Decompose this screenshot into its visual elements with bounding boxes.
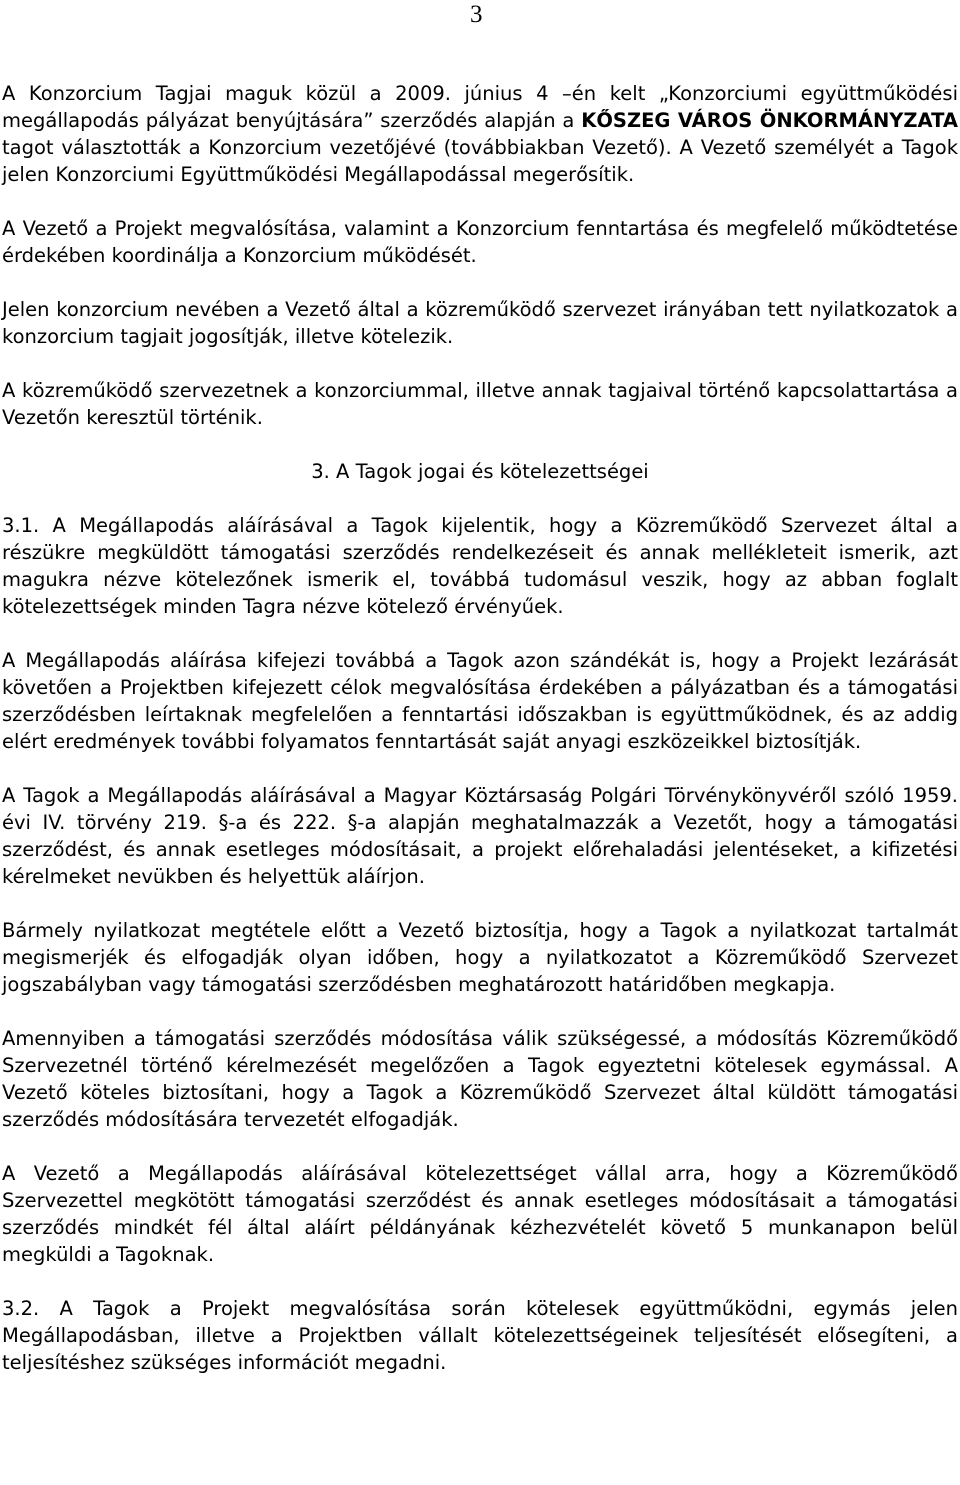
paragraph-authorization: A Tagok a Megállapodás aláírásával a Magyar Köztársaság Polgári Törvénykönyvéről szóló 1959. évi IV. törvény 219. §-a és 222. §-a alapján meghatalmazzák a Vezetőt, hogy a támogatási szerződést, és annak esetleges módosításait, a projekt előrehaladási jelentéseket, a kifizetési kérelmeket nevükben és helyettük aláírjon. (2, 784, 958, 888)
page-number: 3 (470, 1, 483, 28)
paragraph-modification: Amennyiben a támogatási szerződés módosítása válik szükségessé, a módosítás Közreműködő Szervezetnél történő kérelmezését megelőzően a Tagok egyeztetni kötelesek egymással. A Vezető köteles biztosítani, hogy a Tagok a Közreműködő Szervezet által küldött támogatási szerződés módosítására tervezetét elfogadják. (2, 1027, 958, 1131)
document-body (2, 80, 958, 1403)
leader-name-bold: KŐSZEG VÁROS ÖNKORMÁNYZATA (581, 109, 958, 132)
paragraph-contact: A közreműködő szervezetnek a konzorciummal, illetve annak tagjaival történő kapcsolattartása a Vezetőn keresztül történik. (2, 379, 958, 429)
paragraph-leader-statements: Jelen konzorcium nevében a Vezető által a közreműködő szervezet irányában tett nyilatkozatok a konzorcium tagjait jogosítják, illetve kötelezik. (2, 298, 958, 348)
paragraph-maintenance: A Megállapodás aláírása kifejezi továbbá a Tagok azon szándékát is, hogy a Projekt lezárását követően a Projektben kifejezett célok megvalósítása érdekében a pályázatban és a támogatási szerződésben leírtaknak megfelelően a fenntartási időszakban is együttműködnek, és az addig elért eredmények további folyamatos fenntartását saját anyagi eszközeikkel biztosítják. (2, 649, 958, 753)
paragraph-consortium-leader (2, 80, 958, 188)
section-heading: 3. A Tagok jogai és kötelezettségei (311, 460, 649, 483)
paragraph-3-1: 3.1. A Megállapodás aláírásával a Tagok kijelentik, hogy a Közreműködő Szervezet által a részükre megküldött támogatási szerződés rendelkezéseit és annak mellékleteit ismerik, azt magukra nézve kötelezőnek ismerik el, továbbá tudomásul veszik, hogy az abban foglalt kötelezettségek minden Tagra nézve kötelező érvényűek. (2, 514, 958, 618)
paragraph-text: tagot választották a Konzorcium vezetőjévé (továbbiakban Vezető). A Vezető személyét a Tagok jelen Konzorciumi Együttműködési Megállapodással megerősítik. (2, 136, 958, 186)
paragraph-leader-coordination: A Vezető a Projekt megvalósítása, valamint a Konzorcium fenntartása és megfelelő működtetése érdekében koordinálja a Konzorcium működését. (2, 217, 958, 267)
paragraph-statements: Bármely nyilatkozat megtétele előtt a Vezető biztosítja, hogy a Tagok a nyilatkozat tartalmát megismerjék és elfogadják olyan időben, hogy a nyilatkozatot a Közreműködő Szervezet jogszabályban vagy támogatási szerződésben meghatározott határidőben megkapja. (2, 919, 958, 996)
paragraph-text: A Konzorcium Tagjai maguk közül a 2009. június 4 –én kelt „Konzorciumi együttműködési megállapodás pályázat benyújtására” szerződés alapján a (2, 82, 958, 132)
paragraph-3-2: 3.2. A Tagok a Projekt megvalósítása során kötelesek együttműködni, egymás jelen Megállapodásban, illetve a Projektben vállalt kötelezettségeinek teljesítését elősegíteni, a teljesítéshez szükséges információt megadni. (2, 1297, 958, 1374)
paragraph-contract-delivery: A Vezető a Megállapodás aláírásával kötelezettséget vállal arra, hogy a Közreműködő Szervezettel megkötött támogatási szerződést és annak esetleges módosításait a támogatási szerződés mindkét fél által aláírt példányának kézhezvételét követő 5 munkanapon belül megküldi a Tagoknak. (2, 1162, 958, 1266)
